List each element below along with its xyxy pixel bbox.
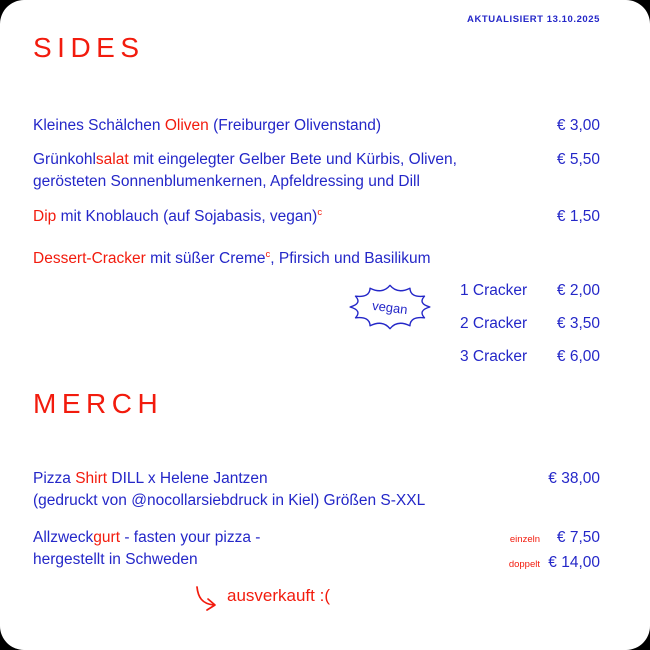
text-segment: mit eingelegter Gelber Bete und Kürbis, Oliven,	[128, 151, 457, 168]
item-name	[33, 527, 503, 571]
section-title-merch: MERCH	[33, 388, 164, 419]
option-price: € 2,00	[556, 282, 600, 299]
option-label: einzeln	[509, 534, 540, 545]
footnote-marker: c	[317, 206, 323, 218]
vegan-badge-label: vegan	[371, 297, 409, 317]
text-segment: , Pfirsich und Basilikum	[270, 250, 431, 267]
option-label: 3 Cracker	[460, 348, 528, 365]
gurt-option-einzeln	[509, 527, 600, 551]
text-segment-highlight: Shirt	[75, 470, 108, 487]
text-segment-highlight: Dessert-Cracker	[33, 250, 146, 267]
option-price: € 7,50	[556, 529, 600, 546]
curved-arrow-icon	[193, 586, 219, 612]
menu-item-pizza-shirt	[33, 468, 600, 512]
gurt-option-doppelt	[509, 552, 600, 576]
cracker-option-3	[460, 346, 600, 368]
text-segment-highlight: Dip	[33, 208, 57, 225]
text-segment: mit süßer Creme	[145, 250, 266, 267]
menu-item-gruenkohlsalat	[33, 149, 600, 193]
item-price: € 5,50	[556, 151, 600, 168]
text-segment: (gedruckt von @nocollarsiebdruck in Kiel) Größen S-XXL	[33, 492, 426, 509]
item-name	[33, 248, 503, 270]
soldout-label: ausverkauft :(	[227, 586, 330, 605]
option-label: doppelt	[508, 559, 540, 570]
item-price: € 38,00	[548, 470, 600, 487]
soldout-note	[33, 584, 600, 612]
text-segment: (Freiburger Olivenstand)	[208, 117, 382, 134]
text-segment: gerösteten Sonnenblumenkernen, Apfeldressing und Dill	[33, 173, 420, 190]
gurt-price-list	[509, 527, 600, 577]
item-price: € 3,00	[556, 117, 600, 134]
menu-item-dessert-cracker	[33, 248, 600, 270]
option-label: 2 Cracker	[460, 315, 528, 332]
cracker-price-list	[460, 280, 600, 368]
item-name	[33, 468, 503, 512]
cracker-option-2	[460, 313, 600, 335]
text-segment: hergestellt in Schweden	[33, 551, 198, 568]
text-segment: Allzweck	[33, 529, 94, 546]
menu-item-dip	[33, 206, 600, 228]
text-segment-highlight: salat	[95, 151, 129, 168]
text-segment-highlight: Oliven	[164, 117, 209, 134]
item-price: € 1,50	[556, 208, 600, 225]
text-segment: DILL x Helene Jantzen	[107, 470, 268, 487]
option-price: € 14,00	[548, 554, 600, 571]
item-name	[33, 115, 503, 137]
footnote-marker: c	[265, 248, 271, 260]
text-segment-highlight: gurt	[93, 529, 121, 546]
item-name	[33, 149, 503, 193]
text-segment: - fasten your pizza -	[120, 529, 261, 546]
text-segment: Pizza	[33, 470, 76, 487]
text-segment: Kleines Schälchen	[33, 117, 165, 134]
item-name	[33, 206, 503, 228]
menu-item-allzweckgurt	[33, 527, 600, 577]
text-segment: mit Knoblauch (auf Sojabasis, vegan)	[56, 208, 318, 225]
section-title-sides: SIDES	[33, 32, 145, 63]
cracker-option-1	[460, 280, 600, 302]
option-label: 1 Cracker	[460, 282, 528, 299]
menu-item-oliven	[33, 115, 600, 137]
updated-date: AKTUALISIERT 13.10.2025	[467, 14, 600, 25]
option-price: € 6,00	[556, 348, 600, 365]
text-segment: Grünkohl	[33, 151, 96, 168]
vegan-badge	[346, 281, 434, 333]
option-price: € 3,50	[556, 315, 600, 332]
